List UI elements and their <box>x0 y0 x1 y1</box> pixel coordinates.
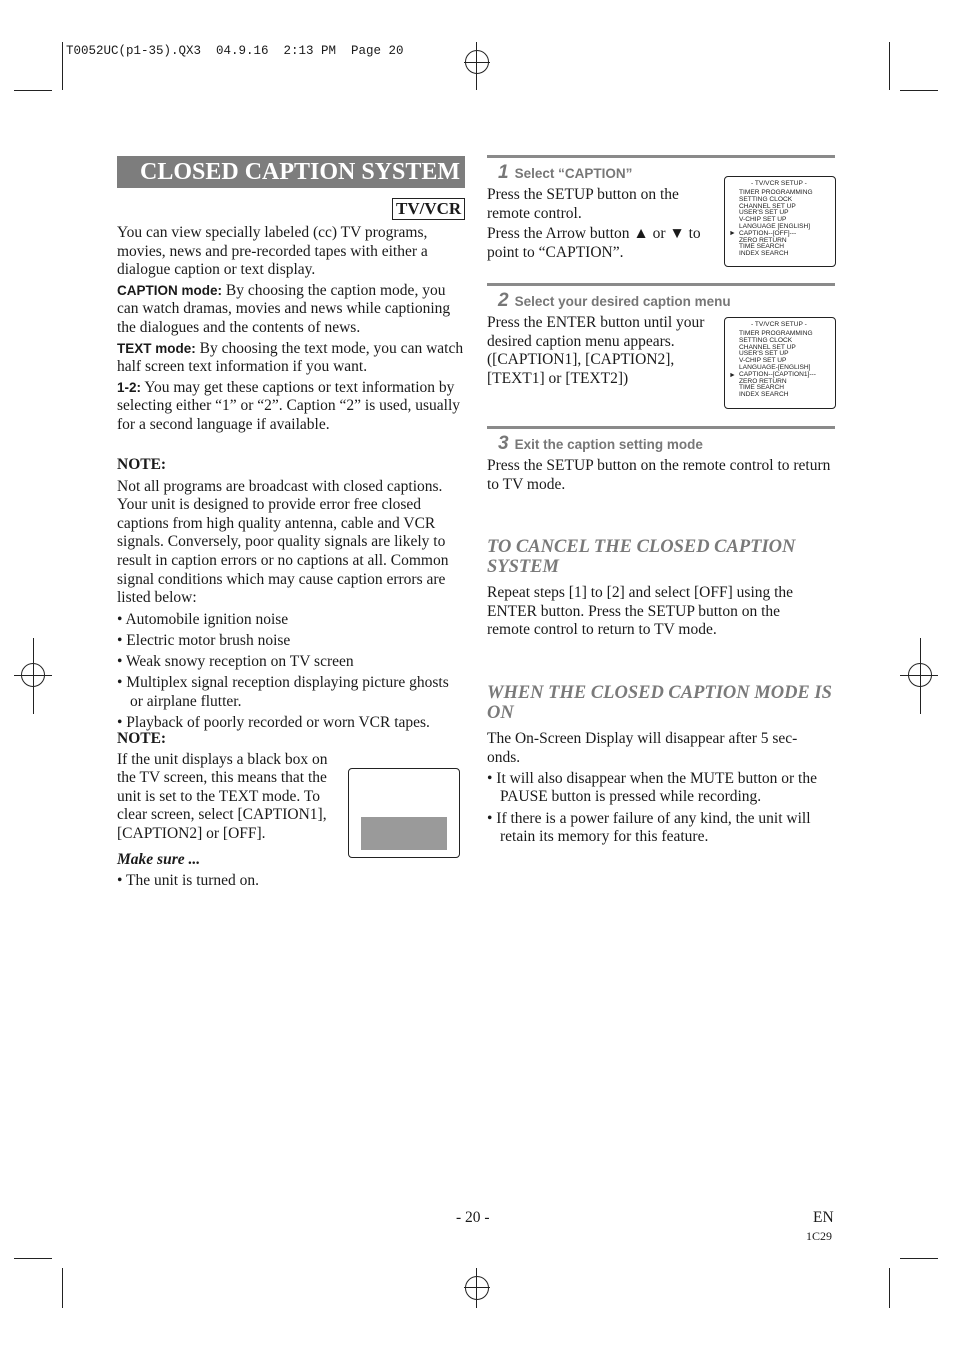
osd-menu-item: USER'S SET UP <box>739 350 789 358</box>
list-item: • Weak snowy reception on TV screen <box>117 653 354 671</box>
print-slug-line: T0052UC(p1-35).QX3 04.9.16 2:13 PM Page 20 <box>66 44 404 58</box>
step-3-header <box>498 433 703 455</box>
note-2-section <box>117 730 347 891</box>
tv-screen-illustration <box>348 768 460 858</box>
list-item: • Automobile ignition noise <box>117 610 289 628</box>
step-number: 1 <box>498 162 509 183</box>
note-section <box>117 456 467 733</box>
osd-menu-item: USER'S SET UP <box>739 209 789 217</box>
osd-menu-items <box>739 190 813 258</box>
model-code: 1C29 <box>806 1229 833 1243</box>
step-divider <box>487 155 835 158</box>
list-item: • Multiplex signal reception displaying picture ghosts or airplane flutter. <box>117 674 449 710</box>
step-divider <box>487 426 835 429</box>
osd-menu-item: ZERO RETURN <box>739 236 787 244</box>
intro-section <box>117 224 467 435</box>
osd-menu-items <box>739 331 816 399</box>
step-number: 3 <box>498 433 509 454</box>
osd-menu-item: ZERO RETURN <box>739 377 787 385</box>
note-text: Not all programs are broadcast with closed captions. Your unit is designed to provide error free closed captions from high quality antenna, cable and VCR signals. Conversely, poor quality signals are likely to result in caption errors or no captions at all. Common signal conditions which may cause caption errors are listed below: <box>117 477 449 607</box>
step-paragraph: Press the SETUP button on the remote control to return to TV mode. <box>487 457 831 493</box>
note-heading: NOTE: <box>117 456 167 473</box>
note-bullet-list <box>117 611 467 733</box>
osd-menu-item: TIME SEARCH <box>739 243 785 251</box>
osd-menu-item: INDEX SEARCH <box>739 250 789 258</box>
list-item: • If there is a power failure of any kind, the unit will retain its memory for this feature. <box>487 809 811 846</box>
intro-paragraph: You can view specially labeled (cc) TV programs, movies, news and pre-recorded tapes with either a dialogue caption or text display. <box>117 224 428 279</box>
osd-menu-item: SETTING CLOCK <box>739 195 793 203</box>
osd-menu-item: CAPTION--[OFF]--- <box>739 229 797 237</box>
step-2-body <box>487 314 719 388</box>
text-mode-paragraph <box>117 340 467 377</box>
list-item: • It will also disappear when the MUTE button or the PAUSE button is pressed while recording. <box>487 769 817 806</box>
osd-menu-item: V-CHIP SET UP <box>739 357 787 365</box>
text-mode-text: By choosing the text mode, you can watch half screen text information if you want. <box>117 339 464 376</box>
when-on-heading: WHEN THE CLOSED CAPTION MODE IS ON <box>487 683 832 723</box>
step-divider <box>487 283 835 286</box>
osd-menu-item: SETTING CLOCK <box>739 336 793 344</box>
osd-pointer-icon: ► <box>729 229 736 237</box>
caption-mode-label: CAPTION mode: <box>117 282 223 298</box>
step-title: Select “CAPTION” <box>514 166 633 181</box>
osd-menu-item: LANGUAGE [ENGLISH] <box>739 222 811 230</box>
text-mode-label: TEXT mode: <box>117 340 196 356</box>
caption-mode-text: By choosing the caption mode, you can watch dramas, movies and news while captioning the dialogues and the contents of news. <box>117 281 451 336</box>
osd-menu-item: TIME SEARCH <box>739 384 785 392</box>
one-two-text: You may get these captions or text information by selecting either “1” or “2”. Caption “2” is used, usually for a second language if available. <box>117 378 461 433</box>
osd-menu-item: TIMER PROGRAMMING <box>739 330 813 337</box>
when-on-text: The On-Screen Display will disappear after 5 sec- onds. <box>487 730 798 766</box>
page-title: CLOSED CAPTION SYSTEM <box>117 156 465 188</box>
step-title: Select your desired caption menu <box>514 294 731 309</box>
language-code: EN <box>813 1209 834 1226</box>
caption-mode-paragraph <box>117 282 467 338</box>
osd-setup-menu-screen <box>724 176 836 267</box>
step-1-body <box>487 186 712 262</box>
list-item: • Playback of poorly recorded or worn VCR tapes. <box>117 714 430 732</box>
step-paragraph: Press the Arrow button ▲ or ▼ to point to “CAPTION”. <box>487 225 701 261</box>
black-box-illustration <box>361 817 447 850</box>
step-1-header <box>498 162 632 184</box>
when-on-section <box>487 730 832 847</box>
cancel-heading: TO CANCEL THE CLOSED CAPTION SYSTEM <box>487 537 796 577</box>
step-number: 2 <box>498 290 509 311</box>
list-item: • Electric motor brush noise <box>117 631 291 649</box>
make-sure-bullet: • The unit is turned on. <box>117 872 260 890</box>
osd-menu-item: V-CHIP SET UP <box>739 216 787 224</box>
step-title: Exit the caption setting mode <box>514 437 703 452</box>
osd-menu-title: - TV/VCR SETUP - <box>751 180 807 187</box>
osd-pointer-icon: ► <box>729 371 736 379</box>
step-paragraph: Press the SETUP button on the remote control. <box>487 186 679 222</box>
page-number: - 20 - <box>456 1209 490 1226</box>
osd-menu-item: LANGUAGE-[ENGLISH] <box>739 363 811 371</box>
osd-setup-menu-screen <box>724 317 836 409</box>
one-two-label: 1-2: <box>117 379 142 395</box>
note-2-heading: NOTE: <box>117 730 167 747</box>
one-two-paragraph <box>117 379 467 435</box>
osd-menu-item: CAPTION--[CAPTION1]--- <box>739 370 816 378</box>
step-2-header <box>498 290 731 312</box>
osd-menu-item: TIMER PROGRAMMING <box>739 189 813 196</box>
osd-menu-item: CHANNEL SET UP <box>739 202 796 210</box>
step-paragraph: Press the ENTER button until your desired caption menu appears. ([CAPTION1], [CAPTION2], [TEXT1] or [TEXT2]) <box>487 314 705 387</box>
cancel-text: Repeat steps [1] to [2] and select [OFF] using the ENTER button. Press the SETUP button on the remote control to return to TV mode. <box>487 584 794 639</box>
osd-menu-item: INDEX SEARCH <box>739 391 789 399</box>
mode-badge: TV/VCR <box>392 198 465 220</box>
note-2-text: If the unit displays a black box on the TV screen, this means that the unit is set to the TEXT mode. To clear screen, select [CAPTION1], [CAPTION2] or [OFF]. <box>117 750 328 842</box>
make-sure-heading: Make sure ... <box>117 850 201 868</box>
osd-menu-item: CHANNEL SET UP <box>739 343 796 351</box>
step-3-body <box>487 457 832 494</box>
osd-menu-title: - TV/VCR SETUP - <box>751 321 807 328</box>
